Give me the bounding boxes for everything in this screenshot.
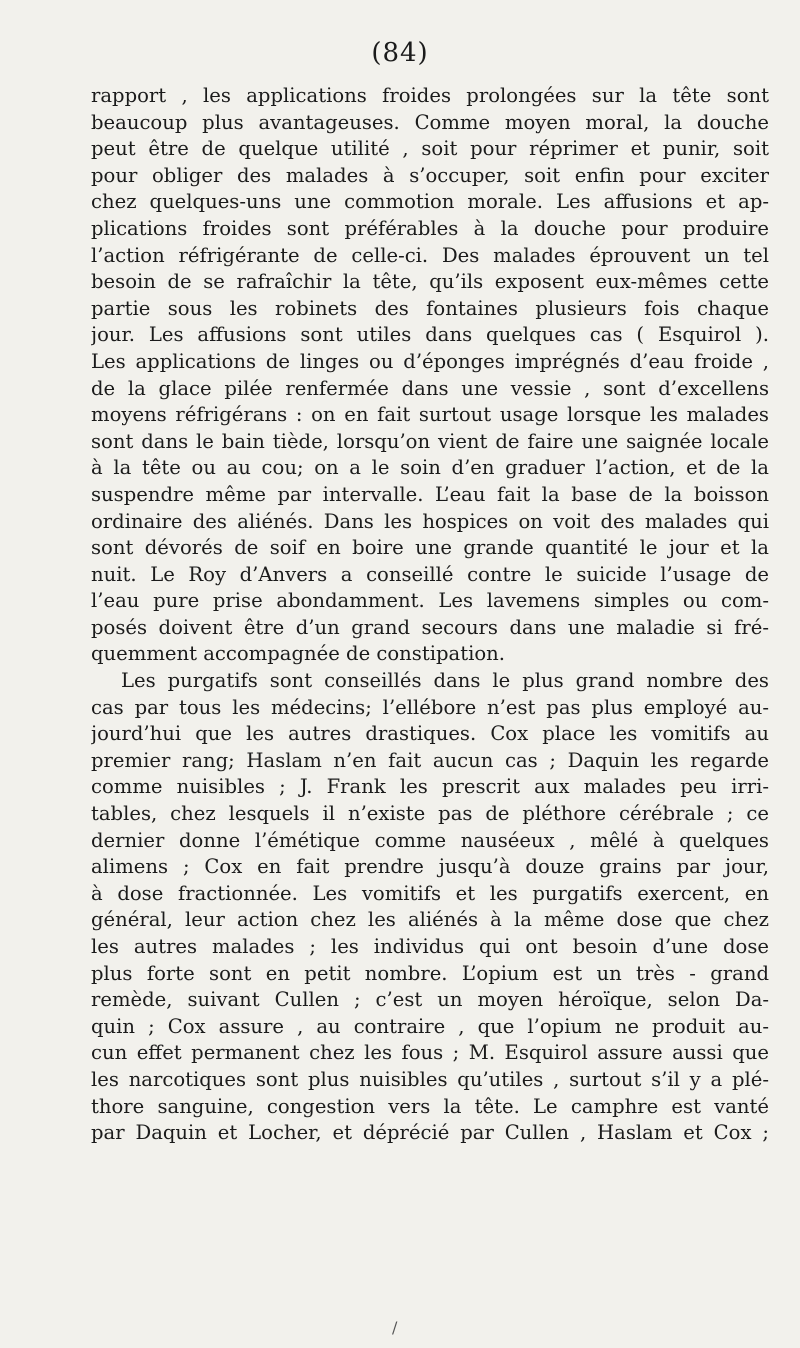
text-line: thore sanguine, congestion vers la tête. Le camphre est vanté (91, 1094, 769, 1118)
text-line: suspendre même par intervalle. L’eau fait la base de la boisson (91, 482, 769, 506)
text-line: sont dans le bain tiède, lorsqu’on vient de faire une saignée locale (91, 429, 769, 453)
paragraph-start-line: Les purgatifs sont conseillés dans le plus grand nombre des (121, 669, 769, 693)
text-line: remède, suivant Cullen ; c’est un moyen héroïque, selon Da- (91, 988, 769, 1012)
text-line: Les applications de linges ou d’éponges imprégnés d’eau froide , (91, 349, 769, 373)
text-line: l’eau pure prise abondamment. Les lavemens simples ou com- (91, 589, 769, 613)
text-line: beaucoup plus avantageuses. Comme moyen moral, la douche (91, 110, 769, 134)
text-line: tables, chez lesquels il n’existe pas de pléthore cérébrale ; ce (91, 802, 769, 826)
text-line: plications froides sont préférables à la douche pour produire (91, 216, 769, 240)
text-line: cas par tous les médecins; l’ellébore n’est pas plus employé au- (91, 695, 769, 719)
text-line: jourd’hui que les autres drastiques. Cox place les vomitifs au (91, 722, 769, 746)
text-line: chez quelques-uns une commotion morale. Les affusions et ap- (91, 190, 769, 214)
text-line: premier rang; Haslam n’en fait aucun cas ; Daquin les regarde (91, 748, 769, 772)
text-line: posés doivent être d’un grand secours dans une maladie si fré- (91, 615, 769, 639)
text-line: rapport , les applications froides prolongées sur la tête sont (91, 84, 769, 107)
text-line: de la glace pilée renfermée dans une vessie , sont d’excellens (91, 376, 769, 400)
text-line: pour obliger des malades à s’occuper, soit enfin pour exciter (91, 163, 769, 187)
text-line: sont dévorés de soif en boire une grande quantité le jour et la (91, 536, 769, 560)
text-line: à la tête ou au cou; on a le soin d’en graduer l’action, et de la (91, 456, 769, 480)
text-line: jour. Les affusions sont utiles dans quelques cas ( Esquirol ). (91, 323, 769, 347)
text-line: cun effet permanent chez les fous ; M. Esquirol assure aussi que (91, 1041, 769, 1065)
paragraph-end-line: quemment accompagnée de constipation. (91, 642, 506, 666)
text-line: général, leur action chez les aliénés à la même dose que chez (91, 908, 769, 932)
text-line: dernier donne l’émétique comme nauséeux , mêlé à quelques (91, 828, 769, 852)
text-line: ordinaire des aliénés. Dans les hospices on voit des malades qui (91, 509, 769, 533)
text-line: moyens réfrigérans : on en fait surtout usage lorsque les malades (91, 403, 769, 427)
text-line: nuit. Le Roy d’Anvers a conseillé contre le suicide l’usage de (91, 562, 769, 586)
text-line: plus forte sont en petit nombre. L’opium est un très - grand (91, 961, 769, 985)
text-line: comme nuisibles ; J. Frank les prescrit aux malades peu irri- (91, 775, 769, 799)
text-line: quin ; Cox assure , au contraire , que l’opium ne produit au- (91, 1014, 769, 1038)
text-line: à dose fractionnée. Les vomitifs et les purgatifs exercent, en (91, 881, 769, 905)
text-line: les narcotiques sont plus nuisibles qu’utiles , surtout s’il y a plé- (91, 1067, 769, 1091)
page-number: (84) (371, 38, 429, 68)
footer-mark: / (392, 1318, 398, 1337)
text-line: par Daquin et Locher, et déprécié par Cullen , Haslam et Cox ; (91, 1121, 769, 1145)
text-line: alimens ; Cox en fait prendre jusqu’à douze grains par jour, (91, 855, 769, 879)
text-line: l’action réfrigérante de celle-ci. Des malades éprouvent un tel (91, 243, 769, 267)
text-line: besoin de se rafraîchir la tête, qu’ils exposent eux-mêmes cette (91, 270, 769, 294)
text-line: partie sous les robinets des fontaines plusieurs fois chaque (91, 296, 769, 320)
text-line: peut être de quelque utilité , soit pour réprimer et punir, soit (91, 137, 769, 161)
body-text (91, 83, 769, 1147)
text-line: les autres malades ; les individus qui ont besoin d’une dose (91, 935, 769, 958)
